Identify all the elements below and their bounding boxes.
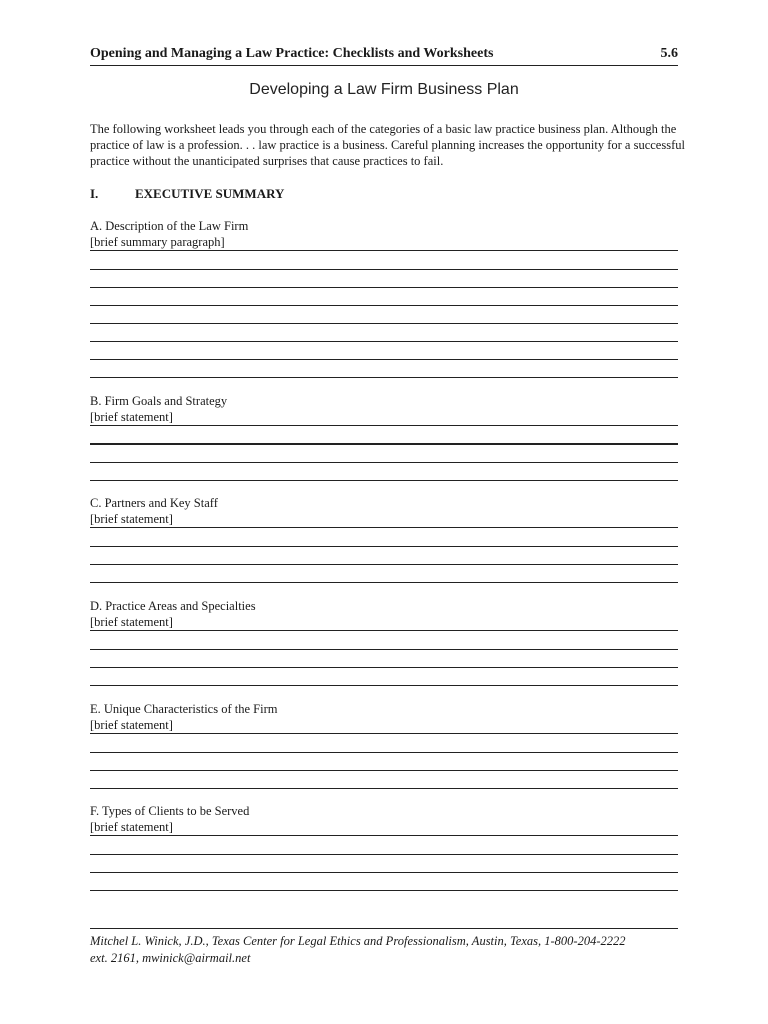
- answer-line[interactable]: [90, 735, 678, 753]
- answer-line[interactable]: [90, 630, 678, 631]
- block-title: A. Description of the Law Firm: [90, 219, 249, 233]
- block-goals: [90, 393, 678, 481]
- page-header: [90, 44, 678, 66]
- answer-line[interactable]: [90, 250, 678, 251]
- prompt-row[interactable]: [90, 614, 678, 632]
- answer-line[interactable]: [90, 873, 678, 891]
- answer-line[interactable]: [90, 252, 678, 270]
- answer-line[interactable]: [90, 668, 678, 686]
- prompt-label: [brief statement]: [90, 820, 173, 834]
- block-unique-characteristics: [90, 701, 678, 789]
- prompt-row[interactable]: [90, 819, 678, 837]
- prompt-row[interactable]: [90, 717, 678, 735]
- block-client-types: [90, 803, 678, 891]
- answer-line[interactable]: [90, 445, 678, 463]
- answer-line[interactable]: [90, 547, 678, 565]
- answer-line[interactable]: [90, 360, 678, 378]
- answer-line[interactable]: [90, 270, 678, 288]
- block-description: [90, 218, 678, 378]
- prompt-row[interactable]: [90, 409, 678, 427]
- prompt-row[interactable]: [90, 511, 678, 529]
- section-title: EXECUTIVE SUMMARY: [135, 186, 285, 201]
- answer-line[interactable]: [90, 632, 678, 650]
- block-partners: [90, 495, 678, 583]
- answer-line[interactable]: [90, 733, 678, 734]
- answer-line[interactable]: [90, 650, 678, 668]
- document-title: Developing a Law Firm Business Plan: [249, 81, 519, 98]
- answer-line[interactable]: [90, 771, 678, 789]
- answer-line[interactable]: [90, 463, 678, 481]
- block-title: B. Firm Goals and Strategy: [90, 394, 228, 408]
- answer-line[interactable]: [90, 835, 678, 836]
- block-title: D. Practice Areas and Specialties: [90, 599, 256, 613]
- answer-line[interactable]: [90, 342, 678, 360]
- answer-line[interactable]: [90, 529, 678, 547]
- answer-line[interactable]: [90, 565, 678, 583]
- block-title: E. Unique Characteristics of the Firm: [90, 702, 278, 716]
- answer-line[interactable]: [90, 324, 678, 342]
- answer-line[interactable]: [90, 427, 678, 445]
- answer-line[interactable]: [90, 425, 678, 426]
- block-title: F. Types of Clients to be Served: [90, 804, 250, 818]
- answer-line[interactable]: [90, 288, 678, 306]
- prompt-label: [brief statement]: [90, 718, 173, 732]
- prompt-label: [brief statement]: [90, 410, 173, 424]
- footer-line-1: Mitchel L. Winick, J.D., Texas Center for Legal Ethics and Professionalism, Austin, Texas, 1-800-204-2222: [90, 934, 626, 948]
- footer-line-2: ext. 2161, mwinick@airmail.net: [90, 951, 251, 965]
- section-number: I.: [90, 186, 99, 201]
- answer-line[interactable]: [90, 306, 678, 324]
- answer-line[interactable]: [90, 753, 678, 771]
- page-footer: [90, 928, 678, 967]
- prompt-label: [brief statement]: [90, 512, 173, 526]
- answer-line[interactable]: [90, 527, 678, 528]
- intro-paragraph: The following worksheet leads you through each of the categories of a basic law practice business plan. Although the practice of law is a profession. . . law practice is a business. Careful planning increases the opportunity for a successful practice without the unanticipated surprises that cause practices to fail.: [90, 122, 685, 168]
- answer-line[interactable]: [90, 855, 678, 873]
- block-practice-areas: [90, 598, 678, 686]
- answer-line[interactable]: [90, 837, 678, 855]
- prompt-label: [brief statement]: [90, 615, 173, 629]
- page-number: 5.6: [660, 46, 678, 61]
- prompt-label: [brief summary paragraph]: [90, 235, 225, 249]
- block-title: C. Partners and Key Staff: [90, 496, 218, 510]
- section-heading: [90, 186, 284, 202]
- header-title: Opening and Managing a Law Practice: Checklists and Worksheets: [90, 46, 494, 61]
- prompt-row[interactable]: [90, 234, 678, 252]
